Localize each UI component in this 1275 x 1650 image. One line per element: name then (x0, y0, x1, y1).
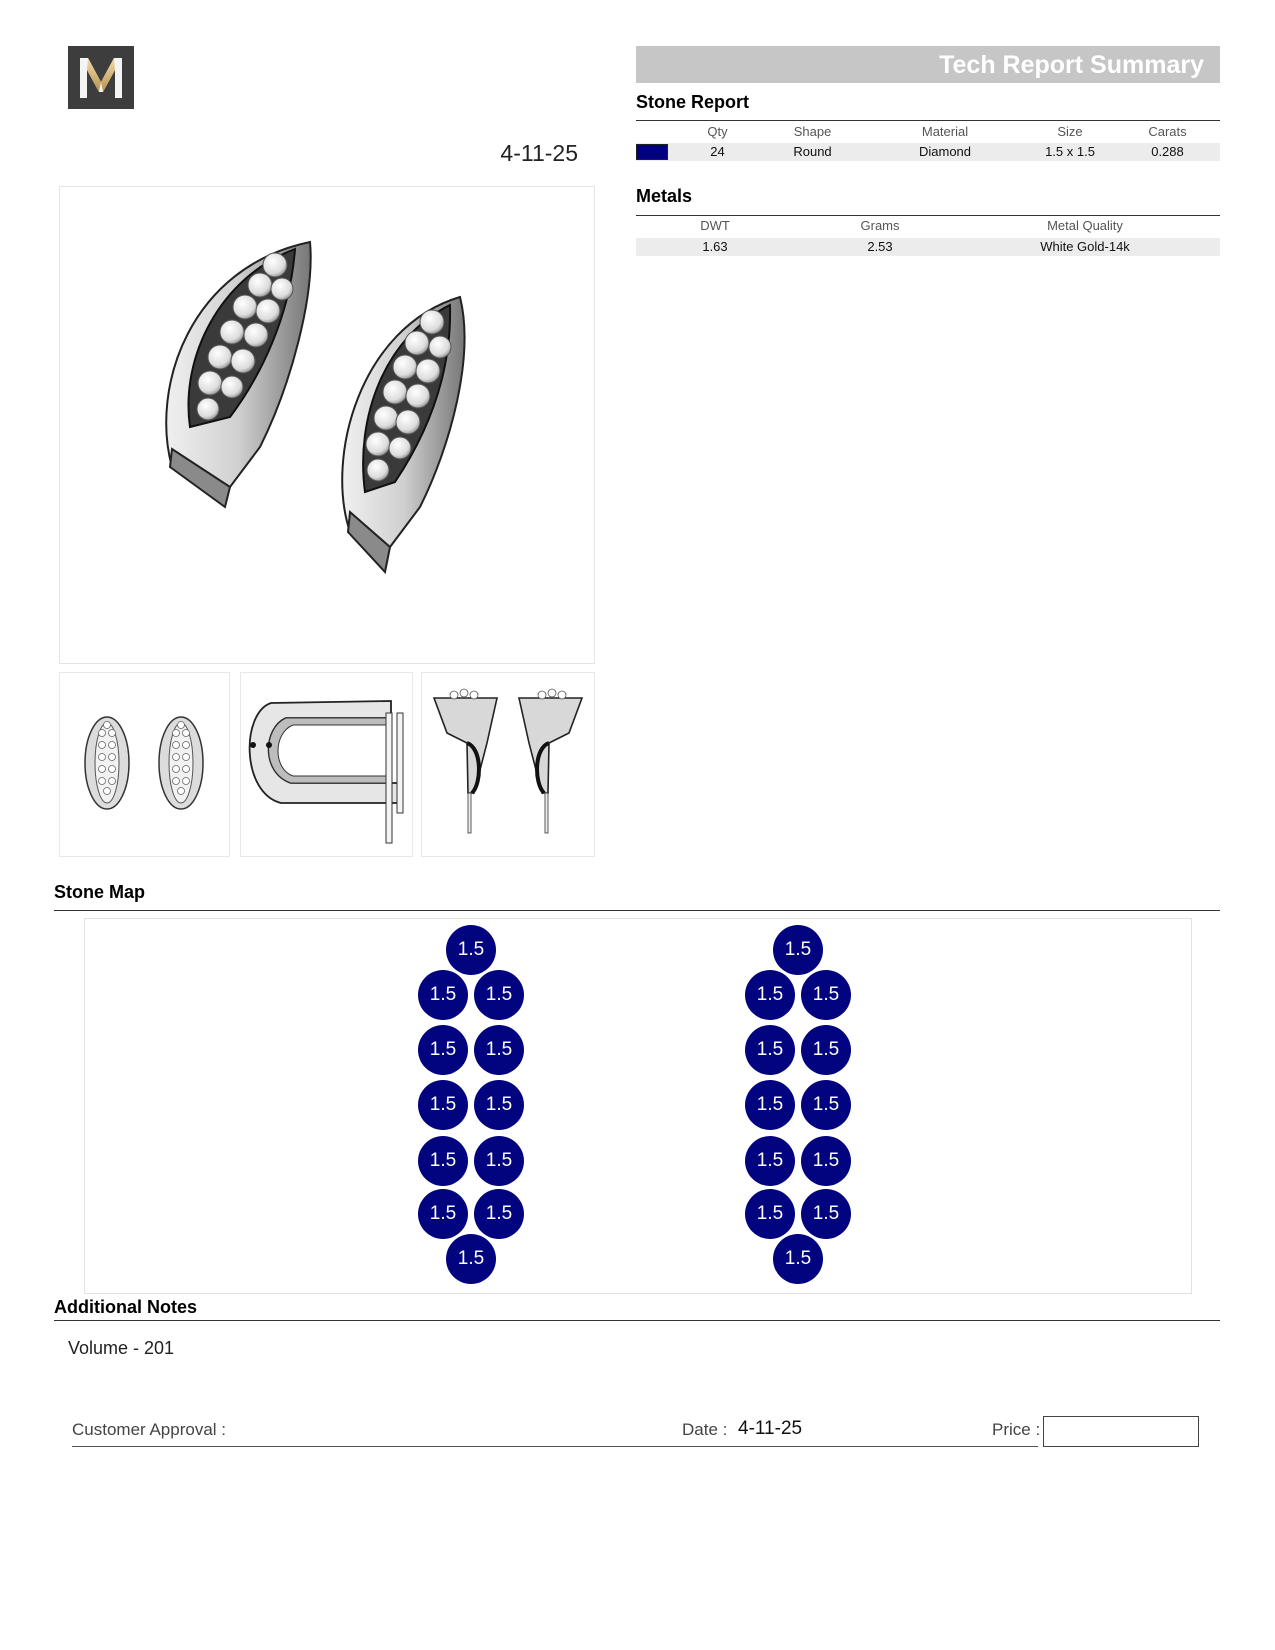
stone-marker: 1.5 (745, 1080, 795, 1130)
front-earring-right (159, 717, 203, 809)
right-earring (342, 297, 464, 572)
stone-marker: 1.5 (801, 1025, 851, 1075)
column-header-grams: Grams (860, 218, 900, 233)
thumbnail-profile-view (421, 672, 595, 857)
metal-quality: White Gold-14k (1040, 239, 1130, 254)
divider (54, 910, 1220, 911)
stone-size: 1.5 x 1.5 (1045, 144, 1095, 159)
stone-marker: 1.5 (418, 1080, 468, 1130)
front-earring-left (85, 717, 129, 809)
approval-date-value: 4-11-25 (738, 1418, 803, 1439)
thumbnail-side-view (240, 672, 413, 857)
column-header-shape: Shape (793, 124, 832, 139)
price-field[interactable] (1043, 1416, 1199, 1447)
column-header-dwt: DWT (700, 218, 730, 233)
stone-color-swatch (636, 144, 668, 160)
stone-carats: 0.288 (1151, 144, 1184, 159)
stone-qty: 24 (710, 144, 725, 159)
stone-marker: 1.5 (773, 925, 823, 975)
stone-marker: 1.5 (745, 1025, 795, 1075)
additional-notes-heading: Additional Notes (54, 1297, 197, 1317)
stone-map-heading: Stone Map (54, 882, 146, 902)
notes-text: Volume - 201 (68, 1338, 175, 1358)
main-render-image (59, 186, 595, 664)
column-header-metal-quality: Metal Quality (1047, 218, 1123, 233)
profile-earring-left (434, 689, 497, 833)
stone-marker: 1.5 (801, 1080, 851, 1130)
column-header-material: Material (921, 124, 969, 139)
stone-marker: 1.5 (801, 1136, 851, 1186)
design-date: 4-11-25 (500, 140, 578, 166)
stone-marker: 1.5 (446, 1234, 496, 1284)
stone-marker: 1.5 (474, 1189, 524, 1239)
stone-marker: 1.5 (773, 1234, 823, 1284)
thumbnail-front-view (59, 672, 230, 857)
stone-marker: 1.5 (418, 1189, 468, 1239)
metal-dwt: 1.63 (702, 239, 728, 254)
customer-approval-label: Customer Approval : (72, 1420, 227, 1439)
stone-report-heading: Stone Report (636, 92, 750, 112)
stone-marker: 1.5 (418, 1025, 468, 1075)
column-header-carats: Carats (1148, 124, 1187, 139)
column-header-size: Size (1057, 124, 1083, 139)
stone-marker: 1.5 (446, 925, 496, 975)
metal-grams: 2.53 (867, 239, 893, 254)
stone-marker: 1.5 (745, 1189, 795, 1239)
stone-marker: 1.5 (745, 970, 795, 1020)
stone-marker: 1.5 (801, 1189, 851, 1239)
metals-heading: Metals (636, 186, 693, 206)
price-label: Price : (992, 1420, 1041, 1439)
stone-shape: Round (793, 144, 832, 159)
stone-marker: 1.5 (418, 970, 468, 1020)
stone-material: Diamond (918, 144, 972, 159)
stone-marker: 1.5 (474, 1136, 524, 1186)
stone-marker: 1.5 (418, 1136, 468, 1186)
stone-marker: 1.5 (745, 1136, 795, 1186)
divider (54, 1320, 1220, 1321)
divider (636, 215, 1220, 216)
column-header-qty: Qty (707, 124, 728, 139)
stone-marker: 1.5 (801, 970, 851, 1020)
left-earring (166, 242, 310, 507)
stone-marker: 1.5 (474, 1025, 524, 1075)
profile-earring-right (519, 689, 582, 833)
approval-date-label: Date : (682, 1420, 728, 1439)
report-title: Tech Report Summary (636, 46, 1220, 83)
stone-marker: 1.5 (474, 1080, 524, 1130)
divider (636, 120, 1220, 121)
company-logo (68, 46, 134, 109)
stone-marker: 1.5 (474, 970, 524, 1020)
signature-line[interactable] (72, 1446, 1038, 1447)
stone-map (84, 918, 1192, 1294)
